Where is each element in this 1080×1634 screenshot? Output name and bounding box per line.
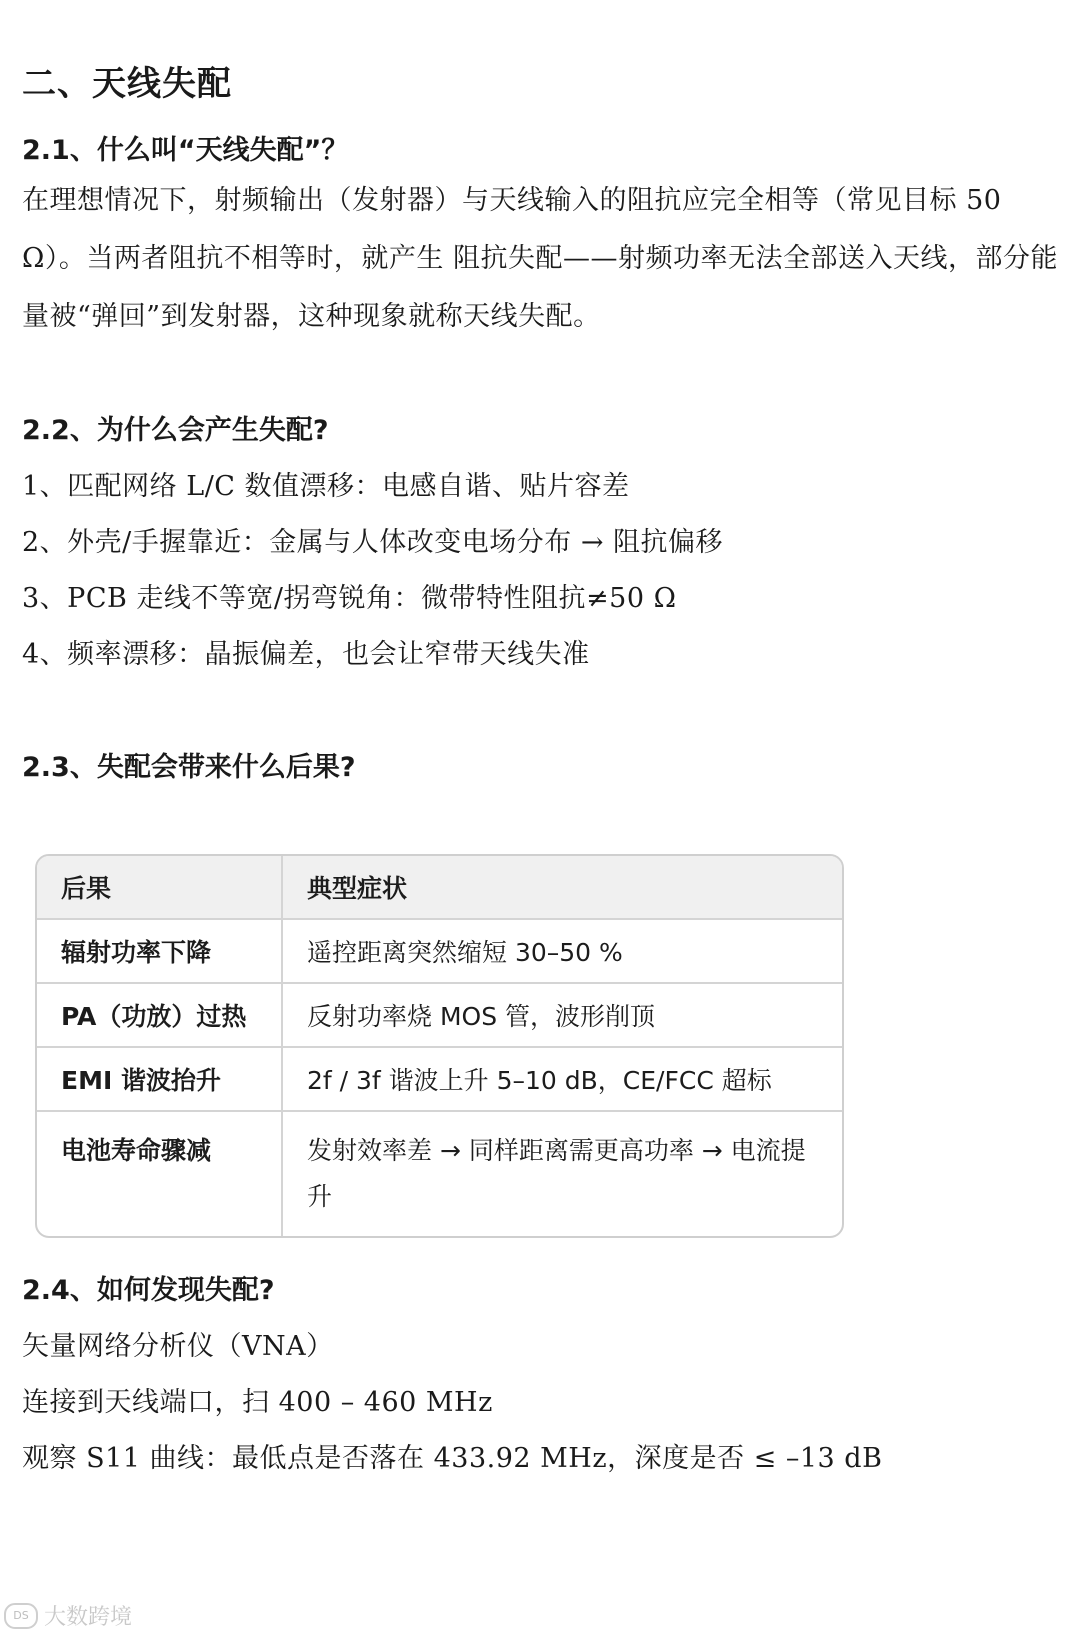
- table-cell: PA（功放）过热: [37, 983, 282, 1047]
- watermark-text: 大数跨境: [44, 1605, 133, 1630]
- table-cell: 2f / 3f 谐波上升 5–10 dB，CE/FCC 超标: [282, 1047, 842, 1111]
- watermark-logo-icon: DS: [4, 1603, 38, 1629]
- list-item: 4、频率漂移：晶振偏差，也会让窄带天线失准: [22, 639, 590, 670]
- list-item: 连接到天线端口，扫 400 – 460 MHz: [22, 1387, 493, 1418]
- list-item: 2、外壳/手握靠近：金属与人体改变电场分布 → 阻抗偏移: [22, 527, 724, 558]
- table-cell: 电池寿命骤减: [37, 1111, 282, 1236]
- watermark: [4, 1600, 132, 1631]
- heading-2-3: 2.3、失配会带来什么后果?: [22, 752, 356, 783]
- table-header-row: [37, 856, 842, 919]
- table-cell: 遥控距离突然缩短 30–50 %: [282, 919, 842, 983]
- list-item: 矢量网络分析仪（VNA）: [22, 1331, 334, 1362]
- table-cell: 发射效率差 → 同样距离需更高功率 → 电流提升: [307, 1136, 806, 1211]
- list-item: 3、PCB 走线不等宽/拐弯锐角：微带特性阻抗≠50 Ω: [22, 583, 677, 614]
- paragraph-2-1: 在理想情况下，射频输出（发射器）与天线输入的阻抗应完全相等（常见目标 50 Ω）。当两者阻抗不相等时，就产生 阻抗失配——射频功率无法全部送入天线，部分能量被“弹回”到发射器，这种现象就称天线失配。: [22, 185, 1058, 332]
- list-item: 观察 S11 曲线：最低点是否落在 433.92 MHz，深度是否 ≤ –13 dB: [22, 1443, 883, 1474]
- table-row: [37, 919, 842, 983]
- table-cell: EMI 谐波抬升: [37, 1047, 282, 1111]
- heading-2-1: 2.1、什么叫“天线失配”？: [22, 135, 349, 166]
- table-header-cell: 后果: [37, 856, 282, 919]
- section-title: 二、天线失配: [22, 64, 232, 104]
- table-cell: 反射功率烧 MOS 管，波形削顶: [282, 983, 842, 1047]
- table-header-cell: 典型症状: [282, 856, 842, 919]
- table-row: [37, 983, 842, 1047]
- heading-2-2: 2.2、为什么会产生失配?: [22, 415, 329, 446]
- heading-2-4: 2.4、如何发现失配?: [22, 1275, 275, 1306]
- table-row: [37, 1111, 842, 1236]
- list-item: 1、匹配网络 L/C 数值漂移：电感自谐、贴片容差: [22, 471, 630, 502]
- table-row: [37, 1047, 842, 1111]
- consequence-table: [35, 854, 844, 1238]
- table-cell: 辐射功率下降: [37, 919, 282, 983]
